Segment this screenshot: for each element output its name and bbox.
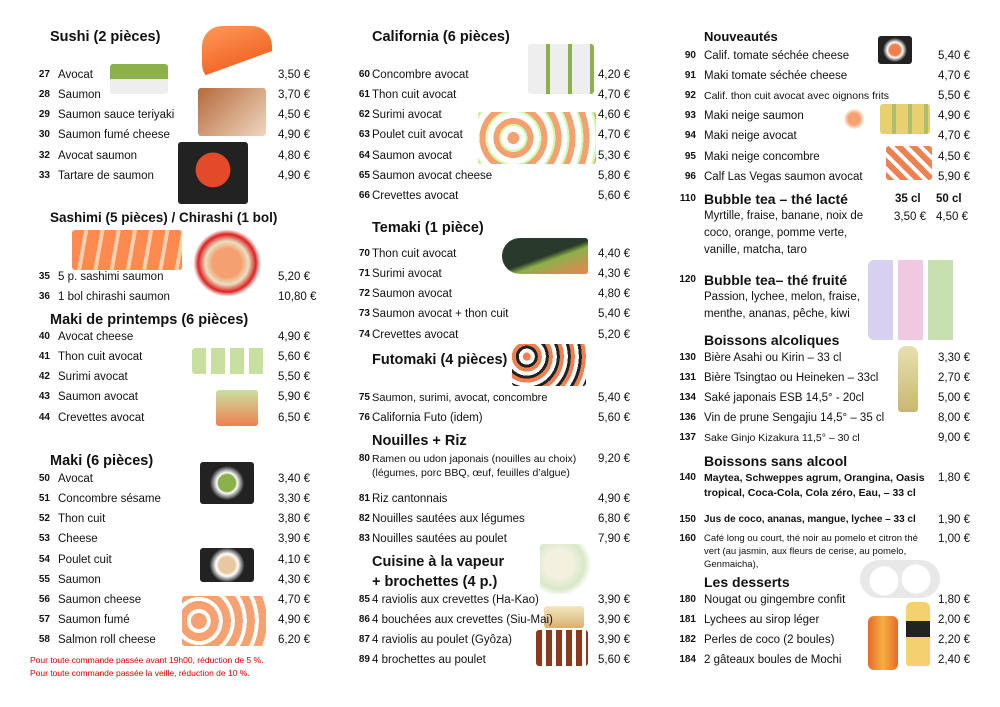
menu-item: 80 Ramen ou udon japonais (nouilles au choix) 9,20 € (358, 453, 630, 465)
section-title-maki-printemps: Maki de printemps (6 pièces) (50, 312, 249, 328)
bubble-tea-lait-flavors: Myrtille, fraise, banane, noix de coco, orange, pomme verte, vanille, matcha, taro (704, 210, 864, 256)
section-title-sashimi: Sashimi (5 pièces) / Chirashi (1 bol) (50, 210, 278, 225)
section-title-maki: Maki (6 pièces) (50, 453, 154, 469)
photo-las-vegas-roll (886, 146, 932, 180)
bubble-tea-lait-prices: 3,50 € 4,50 € (894, 211, 968, 223)
photo-spring-maki (192, 348, 268, 374)
section-title-california: California (6 pièces) (372, 29, 510, 45)
photo-tartare-gunkan (178, 142, 248, 204)
discount-note: Pour toute commande passée avant 19h00, réduction de 5 %. (30, 655, 264, 665)
photo-futomaki (512, 344, 586, 386)
column-middle: California (6 pièces) 60 Concombre avocat 4,20 € 61 Thon cuit avocat 4,70 € 62 Surimi avocat 4,60 € 63 Poulet cuit avocat 4,70 € 64 Saumon avocat 5,30 € 65 Saumon avocat cheese 5,80 € 66 Crevettes avocat 5,60 € Temaki (1 pièce) 70 Thon cuit avocat 4,40 € 71 Surimi avocat 4,30 € 72 Saumon avocat 4,80 € 73 Saumon avocat + thon cuit 5,40 € 74 Crevettes avocat 5,20 € Futomaki (4 pièces) 75 Saumon, surimi, avocat, concombre 5,40 € 76 California Futo (idem) 5,60 € Nouilles + Riz 80 Ramen ou udon japonais (nouilles au choix) 9,20 € (légumes, porc BBQ, œuf, feuilles d’algue) 81 Riz cantonnais 4,90 € 82 Nouilles sautées aux légumes 6,80 € 83 Nouilles sautées au poulet 7,90 € Cuisine à la vapeur + brochettes (4 p.) 85 4 raviolis aux crevettes (Ha-Kao) 3,90 € 86 4 bouchées aux crevettes (Siu-Mai) 3,90 € 87 4 raviolis au poulet (Gyôza) 3,90 € 89 4 brochettes au poulet 5,60 € (350, 0, 660, 707)
bubble-tea-lait-header: 110 Bubble tea – thé lacté 35 cl 50 cl (679, 191, 962, 207)
photo-can-drink (868, 616, 898, 670)
menu-item-detail: tropical, Coca-Cola, Cola zéro, Eau, – 33 cl (704, 487, 916, 499)
photo-salmon-nigiri (202, 26, 272, 84)
menu-item: 160 Café long ou court, thé noir au pomelo et citron thé 1,00 € (679, 533, 970, 545)
menu-item: 150 Jus de coco, ananas, mangue, lychee – 33 cl 1,90 € (679, 514, 970, 526)
photo-temaki (502, 238, 588, 274)
photo-neige-roll (880, 104, 930, 134)
section-title-sushi: Sushi (2 pièces) (50, 29, 161, 45)
photo-new-maki (878, 36, 912, 64)
menu-item-detail: Genmaicha), (704, 559, 759, 570)
photo-bubble-tea-cups (868, 260, 968, 340)
photo-chirashi-bowl (192, 230, 262, 296)
photo-california-roll (528, 44, 594, 94)
section-title-alcool: Boissons alcoliques (704, 332, 840, 348)
menu-item-detail: vert (au jasmin, aux fleurs de cerise, au pomelo, (704, 546, 907, 557)
photo-bottle-drink (906, 602, 930, 666)
photo-sashimi (72, 230, 182, 270)
photo-maki-chicken (200, 548, 254, 582)
photo-maki-avocado (200, 462, 254, 504)
section-title-vapeur: Cuisine à la vapeur (372, 554, 505, 570)
menu-item: 140 Maytea, Schweppes agrum, Orangina, Oasis 1,80 € (679, 472, 970, 484)
section-title-futomaki: Futomaki (4 pièces) (372, 352, 508, 368)
section-title-sans-alcool: Boissons sans alcool (704, 453, 848, 469)
photo-teriyaki-sushi (198, 88, 266, 136)
section-title-vapeur-line2: + brochettes (4 p.) (372, 574, 498, 590)
photo-avocado-nigiri (110, 64, 168, 94)
photo-spring-maki-salmon (216, 390, 258, 426)
photo-brochettes (536, 630, 588, 666)
column-left: Sushi (2 pièces) 27 Avocat 3,50 € 28 Saumon 3,70 € 29 Saumon sauce teriyaki 4,50 € 30 Saumon fumé cheese 4,90 € 32 Avocat saumon 4,80 € 33 Tartare de saumon 4,90 € Sashimi (5 pièces) / Chirashi (1 bol) 35 5 p. sashimi saumon 5,20 € 36 1 bol chirashi saumon 10,80 € Maki de printemps (6 pièces) 40 Avocat cheese 4,90 € 41 Thon cuit avocat 5,60 € 42 Surimi avocat 5,50 € 43 Saumon avocat 5,90 € 44 Crevettes avocat 6,50 € Maki (6 pièces) 50 Avocat 3,40 € 51 Concombre sésame 3,30 € 52 Thon cuit 3,80 € 53 Cheese 3,90 € 54 Poulet cuit 4,10 € 55 Saumon 4,30 € 56 Saumon cheese 4,70 € 57 Saumon fumé 4,90 € 58 Salmon roll cheese 6,20 € Pour toute commande passée avant 19h00, réduction de 5 %. Pour toute commande passée la veille, réduction de 10 %. (30, 0, 330, 707)
column-right: Nouveautés 90 Calif. tomate séchée cheese 5,40 € 91 Maki tomate séchée cheese 4,70 € 92 Calif. thon cuit avocat avec oignons frits 5,50 € 93 Maki neige saumon 4,90 € 94 Maki neige avocat 4,70 € 95 Maki neige concombre 4,50 € 96 Calf Las Vegas saumon avocat 5,90 € 110 Bubble tea – thé lacté 35 cl 50 cl 3,50 € 4,50 € Myrtille, fraise, banane, noix de coco, orange, pomme verte, vanille, matcha, taro 120 Bubble tea– thé fruité Passion, lychee, melon, fraise, menthe, ananas, pêche, kiwi Boissons alcoliques 130 Bière Asahi ou Kirin – 33 cl 3,30 € 131 Bière Tsingtao ou Heineken – 33cl 2,70 € 134 Saké japonais ESB 14,5° - 20cl 5,00 € 136 Vin de prune Sengajiu 14,5° – 35 cl 8,00 € 137 Sake Ginjo Kizakura 11,5° – 30 cl 9,00 € Boissons sans alcool 140 Maytea, Schweppes agrum, Orangina, Oasis 1,80 € tropical, Coca-Cola, Cola zéro, Eau, – 33 cl 150 Jus de coco, ananas, mangue, lychee – 33 cl 1,90 € 160 Café long ou court, thé noir au pomelo et citron thé 1,00 € vert (au jasmin, aux fleurs de cerise, au pomelo, Genmaicha), Les desserts 180 Nougat ou gingembre confit 1,80 € 181 Lychees au sirop léger 2,00 € 182 Perles de coco (2 boules) 2,20 € 184 2 gâteaux boules de Mochi 2,40 € (676, 0, 976, 707)
section-title-nouveautes: Nouveautés (704, 29, 778, 44)
bubble-tea-fruit-header: 120 Bubble tea– thé fruité (679, 272, 848, 288)
photo-salmon-roll (182, 596, 266, 646)
photo-mochi (860, 560, 940, 598)
photo-neige-maki (836, 104, 872, 134)
menu-item-detail: (légumes, porc BBQ, œuf, feuilles d’algue) (372, 467, 570, 479)
section-title-desserts: Les desserts (704, 574, 790, 590)
section-title-nouilles: Nouilles + Riz (372, 433, 467, 449)
section-title-temaki: Temaki (1 pièce) (372, 220, 484, 236)
discount-note: Pour toute commande passée la veille, réduction de 10 %. (30, 668, 250, 678)
photo-sake-bottle (898, 346, 918, 412)
bubble-tea-fruit-flavors: Passion, lychee, melon, fraise, menthe, ananas, pêche, kiwi (704, 291, 860, 320)
photo-dim-sum (540, 544, 594, 594)
photo-california-platter (478, 112, 596, 164)
